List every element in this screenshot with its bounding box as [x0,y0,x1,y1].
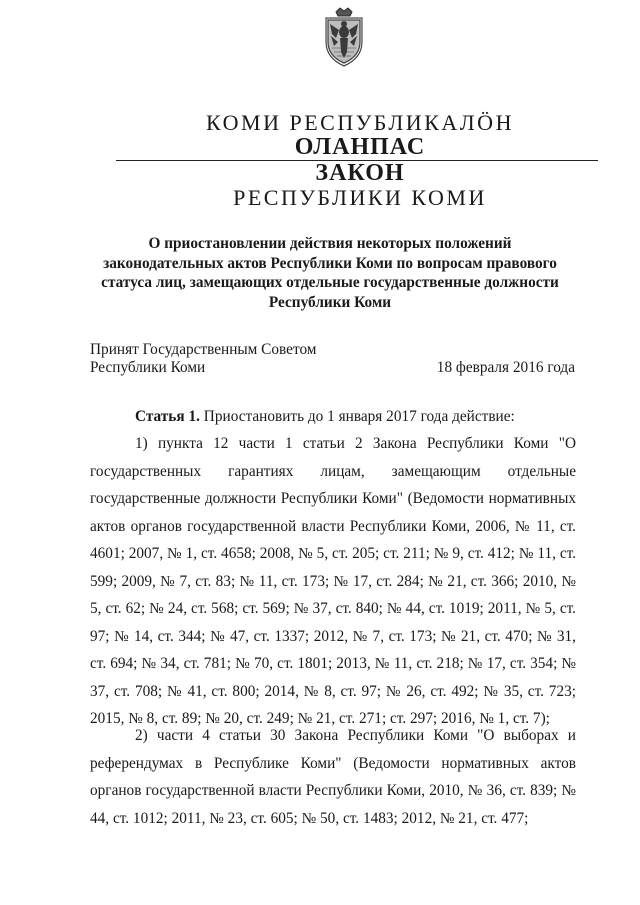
header-komi-republic: КОМИ РЕСПУБЛИКАЛӦН [206,110,514,135]
adoption-date: 18 февраля 2016 года [436,359,575,376]
article-text: Приостановить до 1 января 2017 года действие: [199,408,515,425]
adoption-block [90,341,316,377]
coat-of-arms-emblem [314,6,374,70]
article-label: Статья 1. [135,408,200,425]
law-title: О приостановлении действия некоторых положений законодательных актов Республики Коми по вопросам правового статуса лиц, замещающих отдельные государственные должности Республики Коми [101,235,559,311]
paragraph-1: 1) пункта 12 части 1 статьи 2 Закона Республики Коми "О государственных гарантиях лицам, замещающим отдельные государственные должности Республики Коми" (Ведомости нормативных актов органов государственной власти Республики Коми, 2006, № 11, ст. 4601; 2007, № 1, ст. 4658; 2008, № 5, ст. 205; ст. 211; № 9, ст. 412; № 11, ст. 599; 2009, № 7, ст. 83; № 11, ст. 173; № 17, ст. 284; № 21, ст. 366; 2010, № 5, ст. 62; № 24, ст. 568; ст. 569; № 37, ст. 840; № 44, ст. 1019; 2011, № 5, ст. 97; № 14, ст. 344; № 47, ст. 1337; 2012, № 7, ст. 173; № 21, ст. 470; № 31, ст. 694; № 34, ст. 781; № 70, ст. 1801; 2013, № 11, ст. 218; № 17, ст. 354; № 37, ст. 708; № 41, ст. 800; 2014, № 8, ст. 97; № 26, ст. 492; № 35, ст. 723; 2015, № 8, ст. 89; № 20, ст. 249; № 21, ст. 271; ст. 297; 2016, № 1, ст. 7); [90,435,576,727]
header-komi-republic-ru: РЕСПУБЛИКИ КОМИ [233,185,487,210]
article-heading [90,404,576,430]
header-olanpas: ОЛАНПАС [294,134,426,160]
header-law: ЗАКОН [315,160,405,186]
adoption-line-2: Республики Коми [90,359,206,376]
adoption-line-1: Принят Государственным Советом [90,341,317,358]
paragraph-2: 2) части 4 статьи 30 Закона Республики Коми "О выборах и референдумах в Республике Коми" (Ведомости нормативных актов органов государственной власти Республики Коми, 2010, № 36, ст. 839; № 44, ст. 1012; 2011, № 23, ст. 605; № 50, ст. 1483; 2012, № 21, ст. 477; [90,727,576,827]
